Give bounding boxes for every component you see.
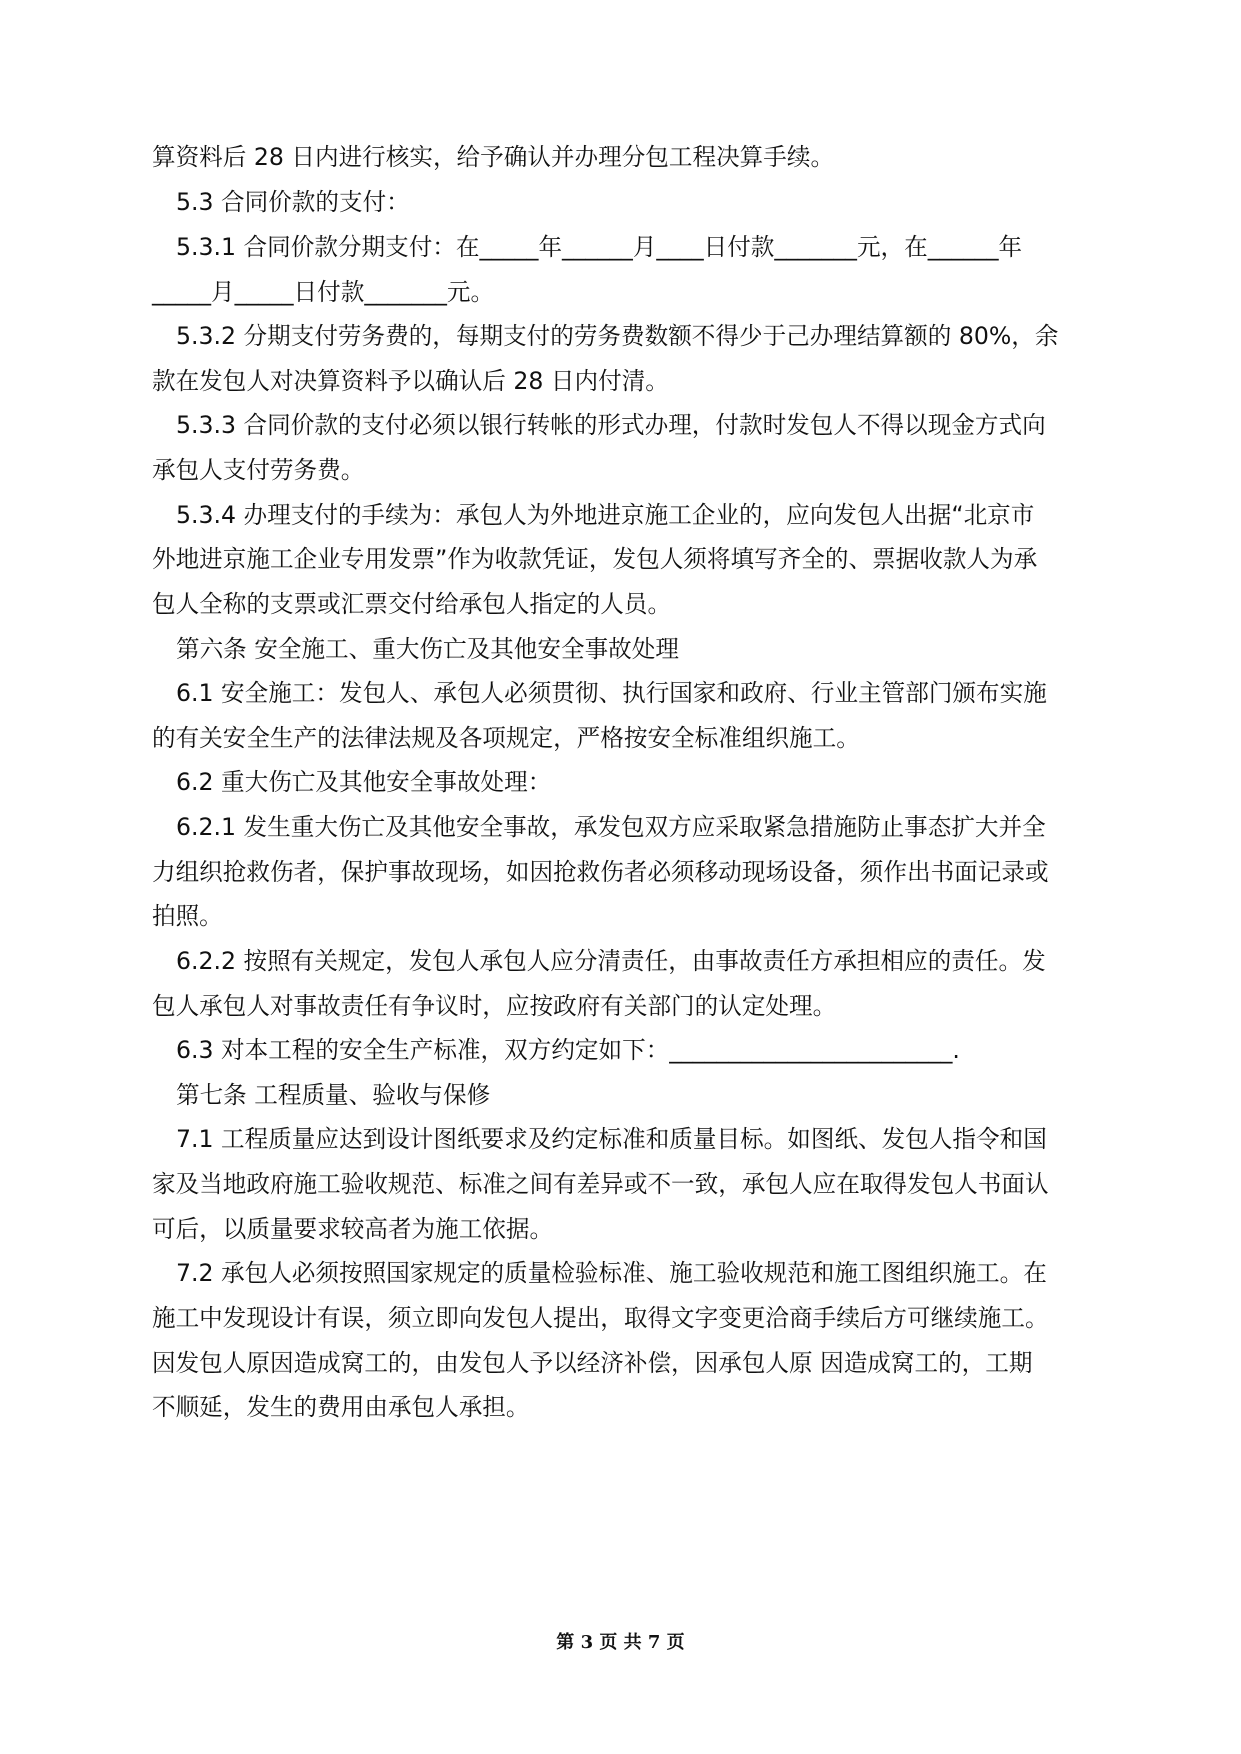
text-line-18: 拍照。 bbox=[152, 902, 223, 930]
text-line-21: 6.3 对本工程的安全生产标准，双方约定如下：________________________. bbox=[176, 1036, 960, 1064]
text-line-16: 6.2.1 发生重大伤亡及其他安全事故，承发包双方应采取紧急措施防止事态扩大并全 bbox=[176, 813, 1046, 841]
text-line-27: 施工中发现设计有误，须立即向发包人提出，取得文字变更洽商手续后方可继续施工。 bbox=[152, 1304, 1049, 1332]
text-line-26: 7.2 承包人必须按照国家规定的质量检验标准、施工验收规范和施工图组织施工。在 bbox=[176, 1259, 1047, 1287]
text-line-29: 不顺延，发生的费用由承包人承担。 bbox=[152, 1393, 530, 1421]
text-line-13: 6.1 安全施工：发包人、承包人必须贯彻、执行国家和政府、行业主管部门颁布实施 bbox=[176, 679, 1047, 707]
text-line-24: 家及当地政府施工验收规范、标准之间有差异或不一致，承包人应在取得发包人书面认 bbox=[152, 1170, 1049, 1198]
text-line-17: 力组织抢救伤者，保护事故现场，如因抢救伤者必须移动现场设备，须作出书面记录或 bbox=[152, 858, 1049, 886]
text-line-28: 因发包人原因造成窝工的，由发包人予以经济补偿，因承包人原 因造成窝工的，工期 bbox=[152, 1349, 1033, 1377]
section-heading-6: 第六条 安全施工、重大伤亡及其他安全事故处理 bbox=[176, 635, 679, 663]
text-line-10: 外地进京施工企业专用发票”作为收款凭证，发包人须将填写齐全的、票据收款人为承 bbox=[152, 545, 1038, 573]
page-number-footer: 第 3 页 共 7 页 bbox=[556, 1632, 685, 1653]
text-line-19: 6.2.2 按照有关规定，发包人承包人应分清责任，由事故责任方承担相应的责任。发 bbox=[176, 947, 1046, 975]
text-line-9: 5.3.4 办理支付的手续为：承包人为外地进京施工企业的，应向发包人出据“北京市 bbox=[176, 501, 1035, 529]
section-heading-7: 第七条 工程质量、验收与保修 bbox=[176, 1081, 491, 1109]
text-line-20: 包人承包人对事故责任有争议时，应按政府有关部门的认定处理。 bbox=[152, 992, 837, 1020]
text-line-6: 款在发包人对决算资料予以确认后 28 日内付清。 bbox=[152, 367, 669, 395]
text-line-7: 5.3.3 合同价款的支付必须以银行转帐的形式办理，付款时发包人不得以现金方式向 bbox=[176, 411, 1046, 439]
text-line-2: 5.3 合同价款的支付： bbox=[176, 188, 410, 216]
text-line-1: 算资料后 28 日内进行核实，给予确认并办理分包工程决算手续。 bbox=[152, 143, 835, 171]
text-line-15: 6.2 重大伤亡及其他安全事故处理： bbox=[176, 768, 552, 796]
text-line-11: 包人全称的支票或汇票交付给承包人指定的人员。 bbox=[152, 590, 672, 618]
text-line-25: 可后，以质量要求较高者为施工依据。 bbox=[152, 1215, 554, 1243]
text-line-14: 的有关安全生产的法律法规及各项规定，严格按安全标准组织施工。 bbox=[152, 724, 860, 752]
text-line-4: _____月_____日付款_______元。 bbox=[152, 278, 495, 306]
text-line-5: 5.3.2 分期支付劳务费的，每期支付的劳务费数额不得少于己办理结算额的 80%，余 bbox=[176, 322, 1059, 350]
text-line-8: 承包人支付劳务费。 bbox=[152, 456, 365, 484]
text-line-23: 7.1 工程质量应达到设计图纸要求及约定标准和质量目标。如图纸、发包人指令和国 bbox=[176, 1125, 1047, 1153]
text-line-3: 5.3.1 合同价款分期支付：在_____年______月____日付款_______元，在______年 bbox=[176, 233, 1023, 261]
